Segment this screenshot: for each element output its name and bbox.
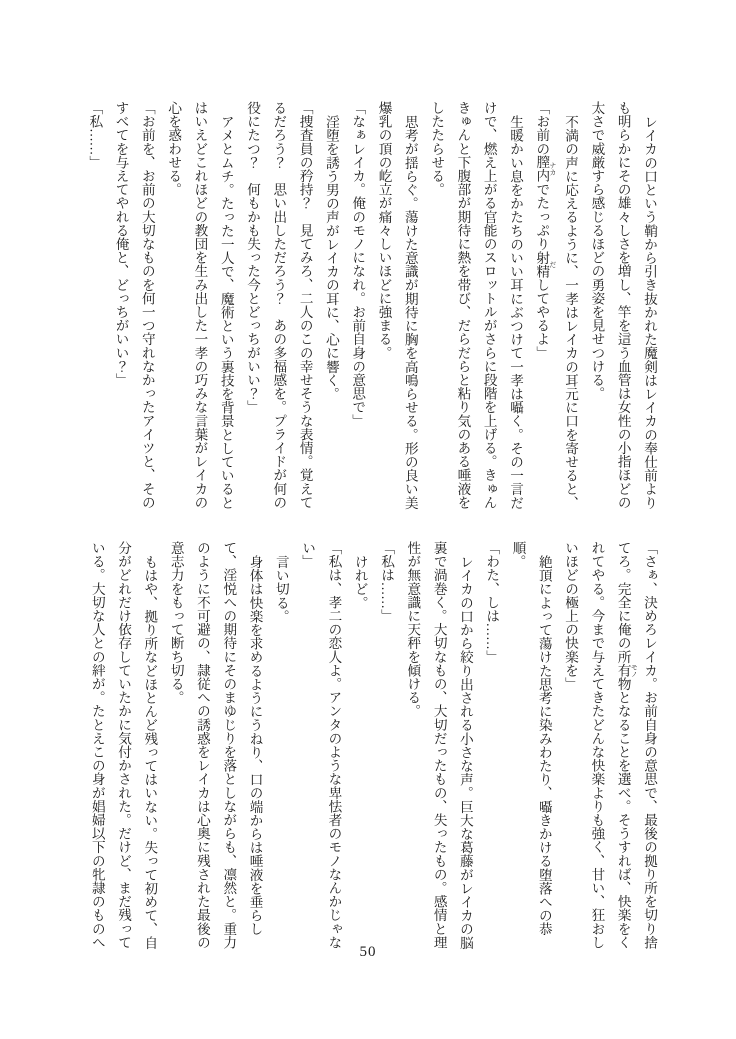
paragraph: 言い切る。 <box>273 554 289 623</box>
paragraph: レイカの口という鞘から引き抜かれた魔剣はレイカの奉仕前よりも明らかにその雄々しさを増し、竿を這う血管は女性の小指ほどの太さで威厳すら感じるほどの勇姿を見せつける。 <box>589 101 657 509</box>
paragraph: 「さぁ、決めろレイカ。お前自身の意思で、最後の拠り所を切り捨てろ。完全に俺の所有物 モノとなることを選べ。そうすれば、快楽をくれてやる。今まで与えてきたどんな快楽よりも強く、甘い、狂おしいほどの極上の快楽を」 <box>563 541 657 950</box>
paragraph: もはや、拠り所などほとんど残ってはいない。失って初めて、自分がどれだけ依存していたかに気付かされた。だけど、まだ残っている。大切な人との絆が。たとえこの身が娼婦以下の牝隷のものへ <box>89 541 158 949</box>
paragraph: 思考が揺らぐ。蕩けた意識が期待に胸を高鳴らせる。形の良い美爆乳の頂の屹立が痛々しいほどに強まる。 <box>376 101 418 509</box>
paragraph: 「私は、孝二の恋人よ。アンタのような卑怯者のモノなんかじゃない」 <box>300 541 342 949</box>
paragraph: 「捜査員の矜持？ 見てみろ、二人のこの幸せそうな表情。覚えてるだろう？ 思い出しただろう？ あの多福感を。プライドが何の役にたつ？ 何もかも失った今とどっちがいい？」 <box>245 101 313 509</box>
paragraph: 「お前を、お前の大切なものを何一つ守れなかったアイツと、そのすべてを与えてやれる俺と、どっちがいい？」 <box>113 101 155 509</box>
paragraph: レイカの口から絞り出される小さな声。巨大な葛藤がレイカの脳裏で渦巻く。大切なもの、大切だったもの、失ったもの。感情と理性が無意識に天秤を傾ける。 <box>405 541 473 949</box>
paragraph: 「わた、しは……」 <box>484 541 500 664</box>
text-block-lower <box>76 541 662 952</box>
paragraph: 淫堕を誘う男の声がレイカの耳に、心に響く。 <box>323 114 339 401</box>
paragraph: けれど。 <box>352 554 368 609</box>
paragraph: 「私……」 <box>87 101 103 169</box>
paragraph: 「お前の膣内 ナカでたっぷり射精 だしてやるよ」 <box>534 101 557 360</box>
page-number: 50 <box>359 944 377 960</box>
text-block-upper <box>76 101 662 512</box>
paragraph: 不満の声に応えるように、一孝はレイカの耳元に口を寄せると、 <box>563 114 579 509</box>
paragraph: 身体は快楽を求めるようにうねり、口の端からは唾液を垂らして、淫悦への期待にそのまゆじりを落としながらも、凛然と。重力のように不可避の、隷従への誘惑をレイカは心奥に残された最後の意志力をもって断ち切る。 <box>168 541 263 949</box>
paragraph: 「私は……」 <box>379 541 395 623</box>
paragraph: 「なぁレイカ。俺のモノになれ。お前自身の意思で」 <box>350 101 366 428</box>
paragraph: アメとムチ。たった一人で、魔術という裏技を背景としているとはいえどこれほどの教団を生み出した一孝の巧みな言葉がレイカの心を惑わせる。 <box>166 101 234 509</box>
paragraph: 生暖かい息をかたちのいい耳にぶつけて一孝は囁く。その一言だけで、燃え上がる官能のスロットルがさらに段階を上げる。きゅんきゅんと下腹部が期待に熱を帯び、だらだらと粘り気のある唾液をしたたらせる。 <box>429 101 524 509</box>
paragraph: 絶頂によって蕩けた思考に染みわたり、囁きかける堕落への恭順。 <box>510 541 552 936</box>
